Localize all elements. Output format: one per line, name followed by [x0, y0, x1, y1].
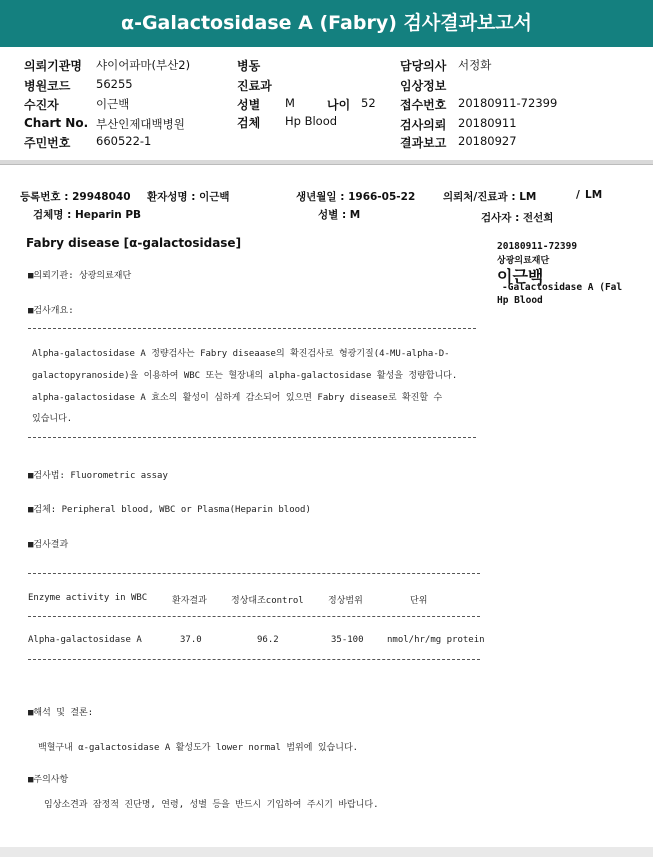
- referring-org: ■의뢰기관: 상광의료재단: [28, 271, 132, 281]
- sticker-test: -Galactosidase A (Fal: [502, 282, 623, 293]
- sticker-org: 상광의료재단: [497, 256, 550, 266]
- test-section-title: Fabry disease [α-galactosidase]: [26, 236, 242, 250]
- patient-value: 이근백: [96, 97, 130, 111]
- resident-no-label: 주민번호: [24, 136, 71, 150]
- age-value: 52: [361, 96, 376, 110]
- dash-line: [28, 616, 480, 617]
- sex-label: 성별: [237, 98, 261, 112]
- table-cell-range: 35-100: [331, 635, 364, 645]
- report-title: α-Galactosidase A (Fabry) 검사결과보고서: [0, 0, 653, 47]
- dash-line: [28, 328, 476, 329]
- sticker-specimen: Hp Blood: [497, 295, 543, 306]
- report-sex: 성별 : M: [318, 209, 361, 221]
- hospital-code-value: 56255: [96, 77, 133, 91]
- table-header-control: 정상대조control: [231, 596, 304, 606]
- table-cell-unit: nmol/hr/mg protein: [387, 635, 485, 645]
- report-dob: 생년월일 : 1966-05-22: [296, 191, 416, 203]
- result-title: ■검사결과: [28, 540, 69, 550]
- doctor-label: 담당의사: [400, 59, 447, 73]
- caution-text: 임상소견과 잠정적 진단명, 연령, 성별 등을 반드시 기입하여 주시기 바랍니다.: [44, 800, 379, 810]
- table-header-enzyme: Enzyme activity in WBC: [28, 593, 148, 603]
- overview-line-4: 있습니다.: [32, 414, 73, 424]
- report-label: 결과보고: [400, 136, 447, 150]
- dept-label: 진료과: [237, 79, 272, 93]
- chart-no-label: Chart No.: [24, 116, 89, 130]
- report-patient-name: 환자성명 : 이근백: [147, 191, 230, 203]
- dash-line: [28, 573, 480, 574]
- overview-line-3: alpha-galactosidase A 효소의 활성이 심하게 감소되어 있으면 Fabry disease로 확진할 수: [32, 393, 443, 403]
- table-header-unit: 단위: [410, 596, 428, 606]
- clinical-label: 임상정보: [400, 79, 447, 93]
- bottom-strip: [0, 847, 653, 857]
- table-cell-control: 96.2: [257, 635, 279, 645]
- institution-label: 의뢰기관명: [24, 59, 82, 73]
- chart-no-value: 부산인제대백병원: [96, 117, 185, 131]
- specimen-label-sticker: [492, 236, 632, 310]
- report-specimen-name: 검체명 : Heparin PB: [33, 209, 142, 221]
- age-label: 나이: [327, 98, 351, 112]
- overview-line-2: galactopyranoside)을 이용하여 WBC 또는 혈장내의 alpha-galactosidase 활성을 정량합니다.: [32, 371, 458, 381]
- institution-value: 샤이어파마(부산2): [96, 58, 191, 72]
- receipt-label: 접수번호: [400, 98, 447, 112]
- interpretation-text: 백혈구내 α-galactosidase A 활성도가 lower normal 범위에 있습니다.: [38, 743, 359, 753]
- report-referrer: 의뢰처/진료과 : LM: [443, 191, 537, 203]
- overview-line-1: Alpha-galactosidase A 정량검사는 Fabry diseaase의 확진검사로 형광기질(4-MU-alpha-D-: [32, 349, 450, 359]
- resident-no-value: 660522-1: [96, 134, 152, 148]
- table-header-patient: 환자결과: [172, 596, 207, 606]
- test-method: ■검사법: Fluorometric assay: [28, 471, 168, 481]
- caution-title: ■주의사항: [28, 775, 69, 785]
- report-slash: /: [576, 189, 580, 201]
- sticker-receipt: 20180911-72399: [497, 241, 578, 252]
- hospital-code-label: 병원코드: [24, 79, 71, 93]
- report-examiner: 검사자 : 전선희: [481, 212, 554, 224]
- ward-label: 병동: [237, 59, 261, 73]
- report-referrer-dept: LM: [585, 189, 603, 201]
- table-header-range: 정상범위: [328, 596, 363, 606]
- dash-line: [28, 437, 476, 438]
- overview-title: ■검사개요:: [28, 306, 74, 316]
- doctor-value: 서정화: [458, 58, 492, 72]
- specimen-label: 검체: [237, 116, 261, 130]
- table-cell-enzyme: Alpha-galactosidase A: [28, 635, 142, 645]
- interpretation-title: ■해석 및 결론:: [28, 708, 94, 718]
- patient-label: 수진자: [24, 98, 59, 112]
- specimen-value: Hp Blood: [285, 114, 338, 128]
- receipt-value: 20180911-72399: [458, 96, 558, 110]
- dash-line: [28, 659, 480, 660]
- report-value: 20180927: [458, 134, 517, 148]
- specimen-line: ■검체: Peripheral blood, WBC or Plasma(Heparin blood): [28, 505, 311, 515]
- sticker-name: 이근백: [497, 267, 544, 286]
- request-label: 검사의뢰: [400, 118, 447, 132]
- request-value: 20180911: [458, 116, 517, 130]
- sex-value: M: [285, 96, 295, 110]
- table-cell-patient: 37.0: [180, 635, 202, 645]
- reg-no: 등록번호 : 29948040: [20, 191, 131, 203]
